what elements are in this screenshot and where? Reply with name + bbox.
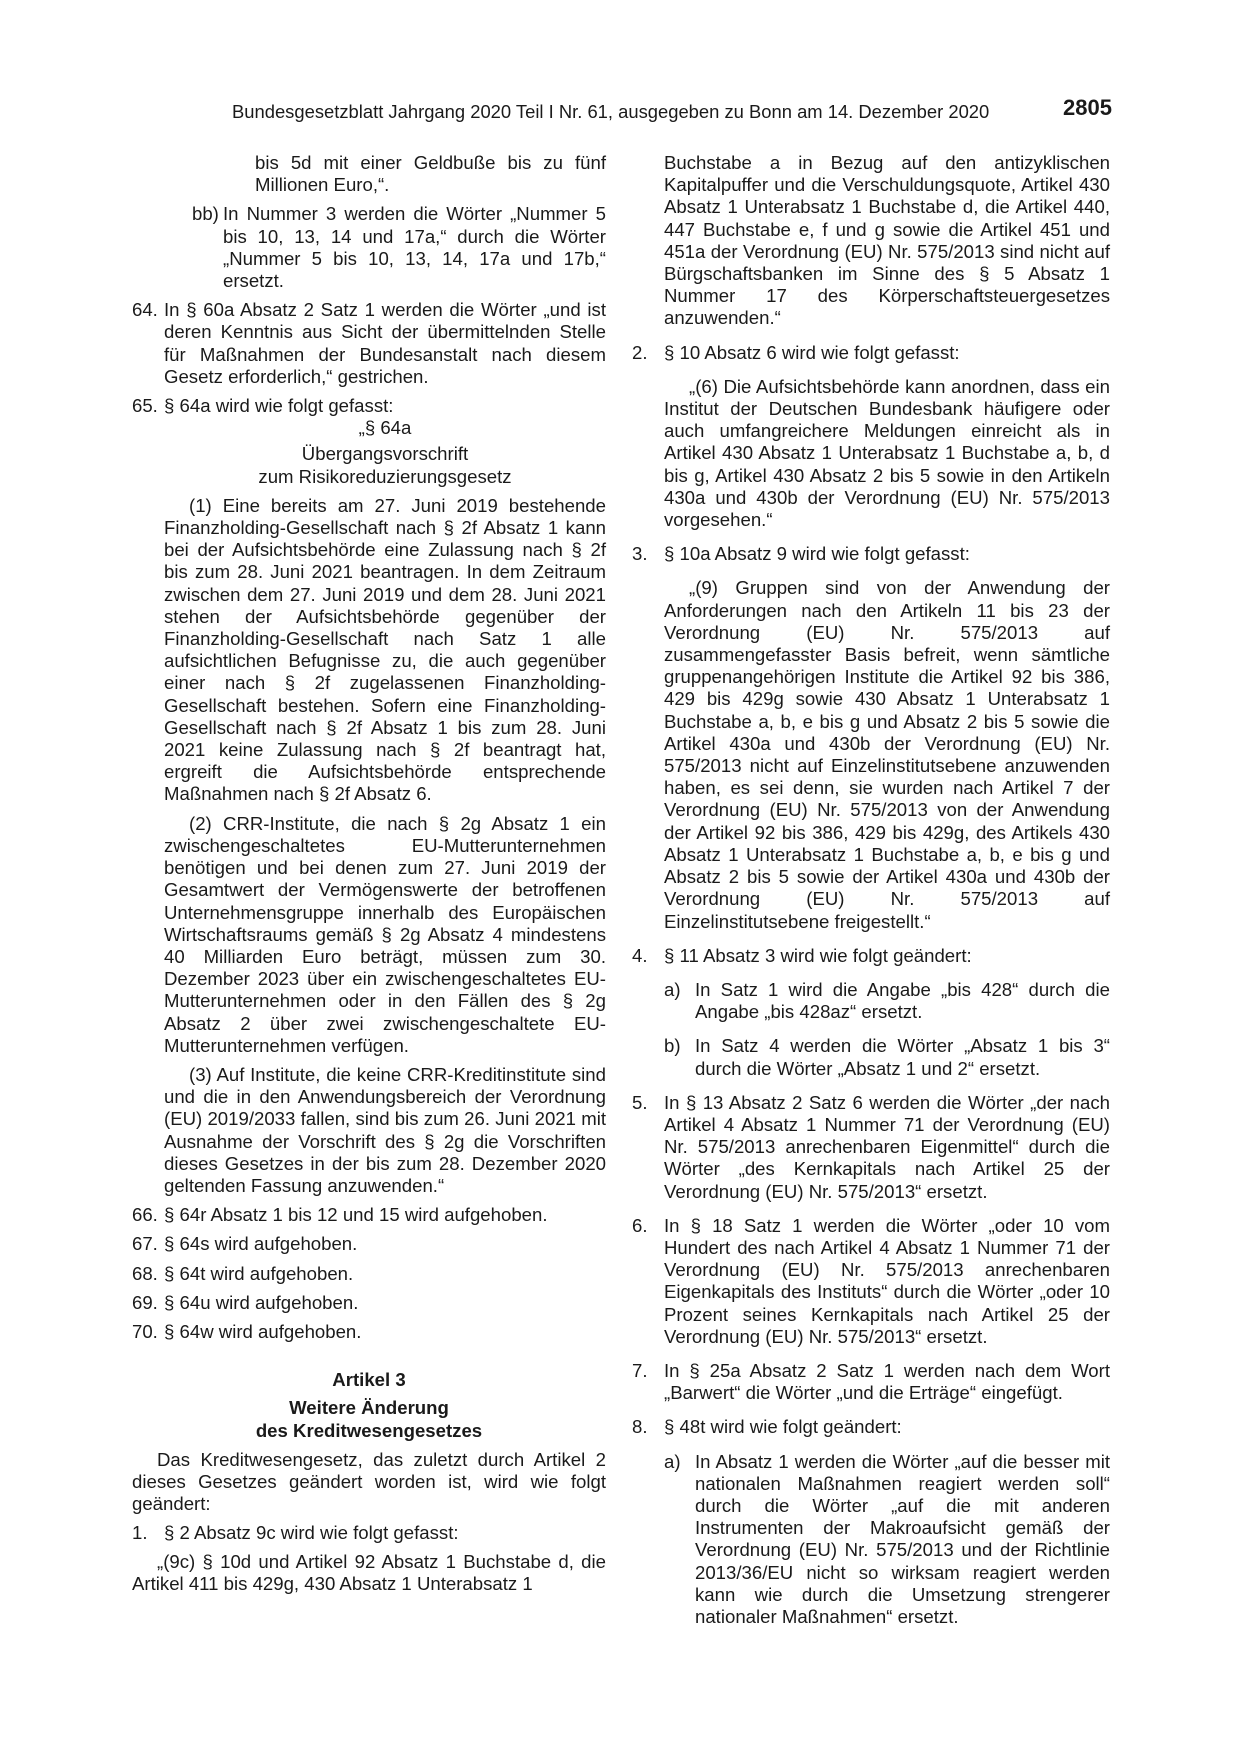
item-text: § 10 Absatz 6 wird wie folgt gefasst: [664, 341, 960, 363]
item-text: § 64u wird aufgehoben. [164, 1291, 359, 1313]
paragraph-2: (2) CRR-Institute, die nach § 2g Absatz 1 ein zwischengeschaltetes EU-Mutterunternehmen benötigen und bei denen zum 27. Juni 2019 der Gesamtwert der Vermögenswerte der betroffenen Unternehmensgruppe innerhalb des Europäischen Wirtschaftsraums gemäß § 2g Absatz 4 mindestens 40 Milliarden Euro beträgt, müssen zum 30. Dezember 2023 über ein zwischengeschaltetes EU-Mutterunternehmen oder in den Fällen des § 2g Absatz 2 über zwei zwischengeschaltete EU-Mutterunternehmen verfügen. [164, 812, 606, 1056]
item-text: § 48t wird wie folgt geändert: [664, 1416, 902, 1438]
item-text: § 64t wird aufgehoben. [164, 1262, 354, 1284]
inserted-section [132, 417, 606, 1197]
list-item-70 [132, 1321, 606, 1343]
item-number: 68. [132, 1262, 158, 1284]
item-label: a) [664, 978, 681, 1000]
item-text: In Satz 4 werden die Wörter „Absatz 1 bis 3“ durch die Wörter „Absatz 1 und 2“ ersetzt. [695, 1035, 1110, 1079]
item-text: § 64w wird aufgehoben. [164, 1320, 362, 1342]
list-item-2 [632, 342, 1110, 364]
list-item-3 [632, 543, 1110, 565]
article-title: des Kreditwesengesetzes [255, 1419, 483, 1441]
list-item-64 [132, 299, 606, 388]
article-intro: Das Kreditwesengesetz, das zuletzt durch Artikel 2 dieses Gesetzes geändert worden ist, wird wie folgt geändert: [132, 1448, 606, 1515]
quoted-text: „(6) Die Aufsichtsbehörde kann anordnen, dass ein Institut der Deutschen Bundesbank häufigere oder auch umfangreichere Meldungen einreicht als in Artikel 430 Absatz 1 Unterabsatz 1 Buchstabe a, b, d bis g, Artikel 430 Absatz 2 bis 5 sowie in den Artikeln 430a und 430b der Verordnung (EU) Nr. 575/2013 vorgesehen.“ [664, 375, 1110, 531]
section-title: zum Risikoreduzierungsgesetz [258, 465, 512, 487]
item-text: In § 60a Absatz 2 Satz 1 werden die Wörter „und ist deren Kenntnis aus Sicht der übermittelnden Stelle für Maßnahmen der Bundesanstalt nach diesem Gesetz erforderlich,“ gestrichen. [164, 299, 606, 387]
item-number: 7. [632, 1359, 648, 1381]
list-item-bb [192, 203, 606, 292]
left-column [132, 152, 606, 1595]
item-text: § 10a Absatz 9 wird wie folgt gefasst: [664, 543, 970, 565]
item-label: b) [664, 1035, 681, 1057]
item-number: 5. [632, 1091, 648, 1113]
list-item-4b [664, 1035, 1110, 1079]
item-number: 1. [132, 1522, 148, 1544]
item-label: bb) [192, 203, 219, 225]
list-item-8 [632, 1416, 1110, 1438]
article-title: Weitere Änderung [289, 1397, 449, 1419]
item-text: In § 25a Absatz 2 Satz 1 werden nach dem Wort „Barwert“ die Wörter „und die Erträge“ eingefügt. [664, 1359, 1110, 1404]
item-text: § 64s wird aufgehoben. [164, 1233, 358, 1255]
list-item-5 [632, 1092, 1110, 1203]
item-number: 4. [632, 944, 648, 966]
right-column [632, 152, 1110, 1628]
item-text: In § 13 Absatz 2 Satz 6 werden die Wörter „der nach Artikel 4 Absatz 1 Nummer 71 der Verordnung (EU) Nr. 575/2013 anrechenbaren Eigenmittel“ durch die Wörter „des Kernkapitals nach Artikel 25 der Verordnung (EU) Nr. 575/2013“ ersetzt. [664, 1091, 1110, 1202]
list-item-69 [132, 1292, 606, 1314]
item-number: 67. [132, 1233, 158, 1255]
item-number: 6. [632, 1214, 648, 1236]
quoted-text: „(9c) § 10d und Artikel 92 Absatz 1 Buchstabe d, die Artikel 411 bis 429g, 430 Absatz 1 Unterabsatz 1 [132, 1550, 606, 1594]
section-title: Übergangsvorschrift [301, 443, 469, 465]
item-text: § 64r Absatz 1 bis 12 und 15 wird aufgehoben. [164, 1204, 548, 1226]
item-number: 69. [132, 1291, 158, 1313]
page-number: 2805 [1063, 95, 1112, 120]
item-number: 70. [132, 1320, 158, 1342]
list-item-6 [632, 1215, 1110, 1348]
list-item-65 [132, 395, 606, 417]
item-text: In Satz 1 wird die Angabe „bis 428“ durch die Angabe „bis 428az“ ersetzt. [695, 978, 1110, 1023]
list-item-4a [664, 979, 1110, 1023]
section-heading: „§ 64a [358, 417, 412, 439]
item-text: In Absatz 1 werden die Wörter „auf die besser mit nationalen Maßnahmen reagiert werden soll“ durch die Wörter „auf die mit anderen Instrumenten der Makroaufsicht gemäß der Verordnung (EU) Nr. 575/2013 und der Richtlinie 2013/36/EU nicht so wirksam reagiert werden kann wie durch die Umsetzung strengerer nationaler Maßnahmen“ ersetzt. [695, 1450, 1110, 1627]
item-label: a) [664, 1450, 681, 1472]
list-item-8a [664, 1451, 1110, 1629]
item-text: § 64a wird wie folgt gefasst: [164, 395, 394, 417]
list-item-67 [132, 1233, 606, 1255]
paragraph-3: (3) Auf Institute, die keine CRR-Kreditinstitute sind und die in den Anwendungsbereich der Verordnung (EU) 2019/2033 fallen, sind bis zum 26. Juni 2021 mit Ausnahme der Vorschrift des § 2g die Vorschriften dieses Gesetzes in der bis zum 28. Dezember 2020 geltenden Fassung anzuwenden.“ [164, 1063, 606, 1196]
item-text: § 11 Absatz 3 wird wie folgt geändert: [664, 944, 972, 966]
quoted-text: „(9) Gruppen sind von der Anwendung der Anforderungen nach den Artikeln 11 bis 23 der Verordnung (EU) Nr. 575/2013 auf zusammengefasster Basis befreit, wenn sämtliche gruppenangehörigen Institute die Artikel 92 bis 386, 429 bis 429g sowie 430 Absatz 1 Unterabsatz 1 Buchstabe a, b, e bis g und Absatz 2 bis 5 sowie die Artikel 430a und 430b der Verordnung (EU) Nr. 575/2013 nicht auf Einzelinstitutsebene anzuwenden haben, es sei denn, sie wurden nach Artikel 7 der Verordnung (EU) Nr. 575/2013 von der Anwendung der Artikel 92 bis 386, 429 bis 429g, des Artikels 430 Absatz 1 Unterabsatz 1 Buchstabe a, b, e bis g und Absatz 2 bis 5 sowie der Artikel 430a und 430b der Verordnung (EU) Nr. 575/2013 auf Einzelinstitutsebene freigestellt.“ [664, 577, 1110, 932]
item-text: In Nummer 3 werden die Wörter „Nummer 5 bis 10, 13, 14 und 17a,“ durch die Wörter „Nummer 5 bis 10, 13, 14, 17a und 17b,“ ersetzt. [223, 203, 606, 292]
running-title: Bundesgesetzblatt Jahrgang 2020 Teil I Nr. 61, ausgegeben zu Bonn am 14. Dezember 2020 [232, 101, 990, 122]
list-item-4 [632, 945, 1110, 967]
item-text: § 2 Absatz 9c wird wie folgt gefasst: [164, 1522, 459, 1544]
item-number: 3. [632, 543, 648, 565]
item-number: 66. [132, 1204, 158, 1226]
list-item-7 [632, 1360, 1110, 1404]
page-header [232, 97, 1112, 127]
article-label: Artikel 3 [332, 1369, 406, 1391]
item-number: 2. [632, 341, 648, 363]
item-number: 8. [632, 1416, 648, 1438]
item-number: 65. [132, 395, 158, 417]
item-number: 64. [132, 299, 158, 321]
list-item-1 [132, 1522, 606, 1544]
item-text: In § 18 Satz 1 werden die Wörter „oder 10 vom Hundert des nach Artikel 4 Absatz 1 Nummer 71 der Verordnung (EU) Nr. 575/2013 anrechenbaren Eigenkapitals des Instituts“ durch die Wörter „oder 10 Prozent seines Kernkapitals nach Artikel 25 der Verordnung (EU) Nr. 575/2013“ ersetzt. [664, 1214, 1110, 1347]
list-item-66 [132, 1204, 606, 1226]
paragraph-1: (1) Eine bereits am 27. Juni 2019 bestehende Finanzholding-Gesellschaft nach § 2f Absatz 1 kann bei der Aufsichtsbehörde eine Zulassung nach § 2f bis zum 28. Juni 2021 beantragen. In dem Zeitraum zwischen dem 27. Juni 2019 und dem 28. Juni 2021 stehen der Aufsichtsbehörde gegenüber der Finanzholding-Gesellschaft nach Satz 1 alle aufsichtlichen Befugnisse zu, die auch gegenüber einer nach § 2f zugelassenen Finanzholding-Gesellschaft bestehen. Sofern eine Finanzholding-Gesellschaft nach § 2f Absatz 1 bis zum 28. Juni 2021 keine Zulassung nach § 2f beantragt hat, ergreift die Aufsichtsbehörde entsprechende Maßnahmen nach § 2f Absatz 6. [164, 494, 606, 805]
list-item-68 [132, 1263, 606, 1285]
continued-text: bis 5d mit einer Geldbuße bis zu fünf Millionen Euro,“. [255, 152, 606, 196]
quoted-text-continued: Buchstabe a in Bezug auf den antizyklischen Kapitalpuffer und die Verschuldungsquote, Artikel 430 Absatz 1 Unterabsatz 1 Buchstabe d, die Artikel 440, 447 Buchstabe e, f und g sowie die Artikel 451 und 451a der Verordnung (EU) Nr. 575/2013 sind nicht auf Bürgschaftsbanken im Sinne des § 5 Absatz 1 Nummer 17 des Körperschaftsteuergesetzes anzuwenden.“ [664, 152, 1110, 329]
